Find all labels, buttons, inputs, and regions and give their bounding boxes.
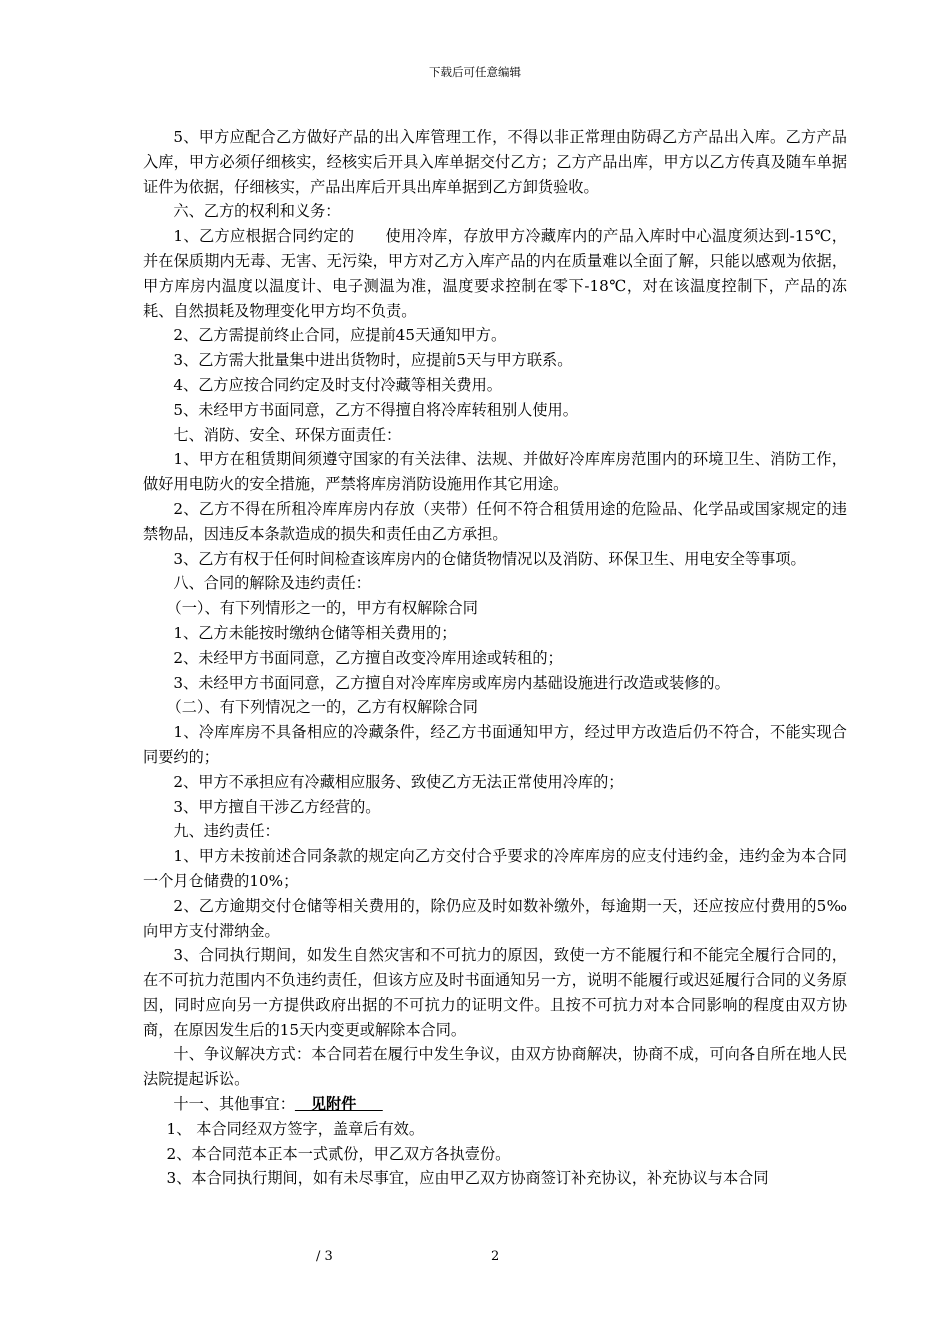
clause-9-1: 1、甲方未按前述合同条款的规定向乙方交付合乎要求的冷库库房的应支付违约金，违约金为本合同一个月仓储费的10%； [143, 847, 847, 890]
clause-7-3: 3、乙方有权于任何时间检查该库房内的仓储货物情况以及消防、环保卫生、用电安全等事项。 [173, 549, 806, 568]
page-total: / 3 [316, 1249, 333, 1264]
section-heading-6: 六、乙方的权利和义务： [173, 202, 341, 221]
subsection-8-1-heading: （一）、有下列情形之一的，甲方有权解除合同 [166, 599, 478, 618]
clause-8-2-1: 1、冷库库房不具备相应的冷藏条件，经乙方书面通知甲方，经过甲方改造后仍不符合，不能实现合同要约的； [143, 723, 847, 766]
clause-8-1-3: 3、未经甲方书面同意，乙方擅自对冷库库房或库房内基础设施进行改造或装修的。 [173, 673, 730, 692]
other-matters-value: 见附件 [294, 1095, 383, 1114]
clause-6-1: 1、乙方应根据合同约定的 使用冷库，存放甲方冷藏库内的产品入库时中心温度须达到-15℃，并在保质期内无毒、无害、无污染，甲方对乙方入库产品的内在质量难以全面了解，只能以感观为依据，甲方库房内温度以温度计、电子测温为准，温度要求控制在零下-18℃，对在该温度控制下，产品的冻耗、自然损耗及物理变化甲方均不负责。 [143, 227, 847, 320]
clause-6-4: 4、乙方应按合同约定及时支付冷藏等相关费用。 [173, 375, 502, 394]
clause-5-inbound-outbound: 5、甲方应配合乙方做好产品的出入库管理工作，不得以非正常理由防碍乙方产品出入库。乙方产品入库，甲方必须仔细核实，经核实后开具入库单据交付乙方；乙方产品出库，甲方以乙方传真及随车单据证件为依据，仔细核实，产品出库后开具出库单据到乙方卸货验收。 [143, 128, 847, 196]
section-heading-7: 七、消防、安全、环保方面责任： [173, 425, 402, 444]
clause-8-2-3: 3、甲方擅自干涉乙方经营的。 [173, 797, 381, 816]
section-heading-8: 八、合同的解除及违约责任： [173, 574, 371, 593]
contract-body [143, 125, 847, 1191]
page-header-note: 下载后可任意编辑 [429, 65, 521, 79]
clause-7-2: 2、乙方不得在所租冷库库房内存放（夹带）任何不符合租赁用途的危险品、化学品或国家规定的违禁物品，因违反本条款造成的损失和责任由乙方承担。 [143, 499, 847, 543]
clause-8-2-2: 2、甲方不承担应有冷藏相应服务、致使乙方无法正常使用冷库的； [173, 772, 624, 791]
section-heading-9: 九、违约责任： [173, 822, 280, 841]
clause-9-2: 2、乙方逾期交付仓储等相关费用的，除仍应及时如数补缴外，每逾期一天，还应按应付费用的5‰向甲方支付滞纳金。 [143, 896, 847, 940]
clause-11-2: 2、本合同范本正本一式贰份，甲乙双方各执壹份。 [166, 1144, 511, 1163]
clause-6-5: 5、未经甲方书面同意，乙方不得擅自将冷库转租别人使用。 [173, 400, 578, 419]
subsection-8-2-heading: （二）、有下列情况之一的，乙方有权解除合同 [166, 698, 478, 717]
clause-6-2: 2、乙方需提前终止合同，应提前45天通知甲方。 [173, 326, 507, 345]
clause-8-1-2: 2、未经甲方书面同意，乙方擅自改变冷库用途或转租的； [173, 648, 563, 667]
clause-9-3: 3、合同执行期间，如发生自然灾害和不可抗力的原因，致使一方不能履行和不能完全履行合同的，在不可抗力范围内不负违约责任，但该方应及时书面通知另一方，说明不能履行或迟延履行合同的义务原因，同时应向另一方提供政府出据的不可抗力的证明文件。且按不可抗力对本合同影响的程度由双方协商，在原因发生后的15天内变更或解除本合同。 [143, 946, 847, 1039]
clause-11-3: 3、本合同执行期间，如有未尽事宜，应由甲乙双方协商签订补充协议，补充协议与本合同 [166, 1169, 769, 1188]
other-matters-label: 十一、其他事宜： [173, 1095, 295, 1114]
section-10-dispute-resolution: 十、争议解决方式：本合同若在履行中发生争议，由双方协商解决，协商不成，可向各自所在地人民法院提起诉讼。 [143, 1045, 847, 1089]
clause-6-3: 3、乙方需大批量集中进出货物时，应提前5天与甲方联系。 [173, 351, 573, 370]
page-number: 2 [491, 1249, 500, 1264]
clause-7-1: 1、甲方在租赁期间须遵守国家的有关法律、法规、并做好冷库库房范围内的环境卫生、消防工作，做好用电防火的安全措施，严禁将库房消防设施用作其它用途。 [143, 450, 847, 494]
section-11-other-matters [143, 1092, 847, 1117]
clause-8-1-1: 1、乙方未能按时缴纳仓储等相关费用的； [173, 623, 457, 642]
clause-11-1: 1、 本合同经双方签字，盖章后有效。 [166, 1119, 425, 1138]
